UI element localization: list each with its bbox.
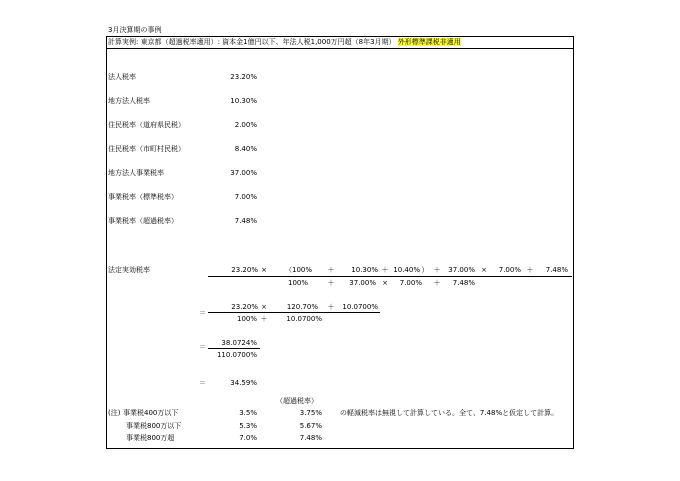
note-header: （超過税率） xyxy=(276,397,318,405)
f2-den-0: 100% xyxy=(236,315,257,323)
f2-den-2: 10.0700% xyxy=(286,315,322,323)
result-value: 34.59% xyxy=(230,379,257,387)
rate-value-3: 8.40% xyxy=(234,145,257,153)
note-label-2: 事業税800万超 xyxy=(126,434,175,442)
f2-fraction-line xyxy=(208,312,380,313)
f3-den: 110.0700% xyxy=(216,351,257,359)
main-table xyxy=(106,36,574,449)
f1-den-4: 7.00% xyxy=(399,279,422,287)
formula-label: 法定実効税率 xyxy=(108,266,150,274)
f1-fraction-line xyxy=(208,276,572,277)
note-excess-1: 5.67% xyxy=(299,422,322,430)
f1-num-6: 10.40% xyxy=(393,266,420,274)
note-comment: の軽減税率は無視して計算している。全て、7.48%と仮定して計算。 xyxy=(340,409,559,417)
f1-num-12: ＋ xyxy=(526,266,534,274)
f1-num-0: 23.20% xyxy=(231,266,258,274)
f2-num-1: × xyxy=(261,303,267,311)
rate-label-5: 事業税率（標準税率） xyxy=(108,193,178,201)
rate-value-4: 37.00% xyxy=(230,169,257,177)
note-prefix: (注) xyxy=(108,409,121,417)
f1-den-0: 100% xyxy=(287,279,308,287)
f2-num-2: 120.70% xyxy=(286,303,318,311)
f1-num-2: （100% xyxy=(284,266,312,274)
f1-num-1: × xyxy=(261,266,267,274)
f2-equals: ＝ xyxy=(199,309,206,317)
f1-num-3: ＋ xyxy=(327,266,335,274)
rate-value-2: 2.00% xyxy=(234,121,257,129)
rate-label-3: 住民税率（市町村民税） xyxy=(108,145,185,153)
f3-fraction-line xyxy=(208,348,260,349)
example-row-divider xyxy=(107,48,573,49)
example-highlight: 外形標準課税非適用 xyxy=(397,38,461,46)
note-label-0: 事業税400万以下 xyxy=(123,409,179,417)
note-excess-0: 3.75% xyxy=(299,409,322,417)
f1-num-13: 7.48% xyxy=(545,266,568,274)
note-excess-2: 7.48% xyxy=(299,434,322,442)
f2-den-1: ＋ xyxy=(260,315,268,323)
example-row xyxy=(108,38,461,47)
f1-den-2: 37.00% xyxy=(349,279,376,287)
example-text: 計算実例: 東京都（超過税率適用）: 資本金1億円以下、年法人税1,000万円超（8年3月期） xyxy=(108,38,396,46)
rate-label-0: 法人税率 xyxy=(108,73,136,81)
f2-num-4: 10.0700% xyxy=(342,303,378,311)
rate-label-4: 地方法人事業税率 xyxy=(108,169,164,177)
f1-den-1: ＋ xyxy=(327,279,335,287)
f1-num-4: 10.30% xyxy=(351,266,378,274)
f2-num-0: 23.20% xyxy=(231,303,258,311)
f1-num-11: 7.00% xyxy=(498,266,521,274)
note-label-1: 事業税800万以下 xyxy=(126,422,182,430)
f1-num-7: ） xyxy=(421,266,429,274)
f3-equals: ＝ xyxy=(199,343,206,351)
f2-num-3: ＋ xyxy=(327,303,335,311)
f1-num-5: ＋ xyxy=(381,266,389,274)
f1-den-6: 7.48% xyxy=(452,279,475,287)
f1-num-10: × xyxy=(481,266,487,274)
f1-num-9: 37.00% xyxy=(448,266,475,274)
rate-label-6: 事業税率（超過税率） xyxy=(108,217,178,225)
f1-num-8: ＋ xyxy=(433,266,441,274)
rate-label-2: 住民税率（道府県民税） xyxy=(108,121,185,129)
f1-den-5: ＋ xyxy=(433,279,441,287)
rate-label-1: 地方法人税率 xyxy=(108,97,150,105)
f1-den-3: × xyxy=(382,279,388,287)
f3-num: 38.0724% xyxy=(221,339,257,347)
result-equals: ＝ xyxy=(199,379,206,387)
rate-value-5: 7.00% xyxy=(234,193,257,201)
rate-value-1: 10.30% xyxy=(230,97,257,105)
rate-value-0: 23.20% xyxy=(230,73,257,81)
note-std-0: 3.5% xyxy=(239,409,257,417)
rate-value-6: 7.48% xyxy=(234,217,257,225)
sheet-title: 3月決算期の事例 xyxy=(108,26,162,34)
note-std-1: 5.3% xyxy=(239,422,257,430)
note-std-2: 7.0% xyxy=(239,434,257,442)
